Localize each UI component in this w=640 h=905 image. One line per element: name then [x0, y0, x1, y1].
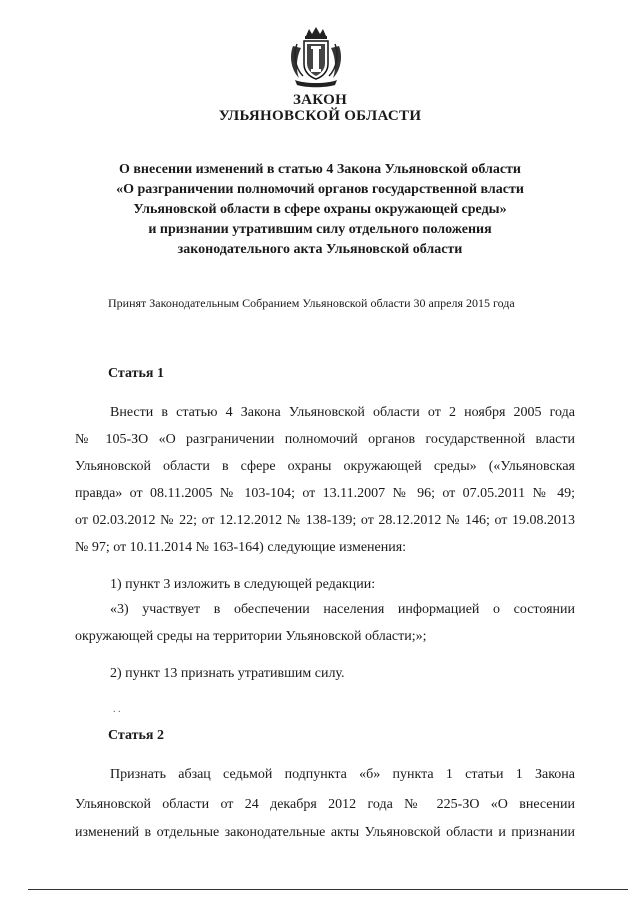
- article-1-text-line: 2) пункт 13 признать утратившим силу.: [110, 666, 345, 681]
- law-title: ЗАКОН: [292, 92, 348, 108]
- law-region-title: УЛЬЯНОВСКОЙ ОБЛАСТИ: [218, 108, 422, 124]
- article-1-text-line: 1) пункт 3 изложить в следующей редакции:: [110, 577, 376, 592]
- article-2-text-line: Признать абзац седьмой подпункта «б» пункта 1 статьи 1 Закона: [110, 767, 575, 782]
- article-2-text-line: изменений в отдельные законодательные акты Ульяновской области и признании: [75, 825, 575, 840]
- law-subtitle: [80, 160, 560, 260]
- article-2-heading: Статья 2: [108, 728, 164, 743]
- subtitle-line: и признании утратившим силу отдельного положения: [148, 222, 492, 237]
- scan-marks: . .: [113, 704, 121, 715]
- article-1-text-line: № 105-ЗО «О разграничении полномочий органов государственной власти: [75, 432, 575, 447]
- article-2-text-line: Ульяновской области от 24 декабря 2012 года № 225-ЗО «О внесении: [75, 797, 575, 812]
- ulyanovsk-coat-of-arms-icon: [287, 26, 345, 88]
- adoption-note: Принят Законодательным Собранием Ульяновской области 30 апреля 2015 года: [108, 296, 515, 310]
- subtitle-line: О внесении изменений в статью 4 Закона Ульяновской области: [118, 162, 521, 177]
- page-bottom-rule: [28, 889, 628, 890]
- article-1-text-line: № 97; от 10.11.2014 № 163-164) следующие изменения:: [75, 540, 407, 555]
- subtitle-line: законодательного акта Ульяновской области: [177, 242, 463, 257]
- article-1-text-line: правда» от 08.11.2005 № 103-104; от 13.11.2007 № 96; от 07.05.2011 № 49;: [75, 486, 575, 501]
- article-1-text-line: Ульяновской области в сфере охраны окружающей среды» («Ульяновская: [75, 459, 575, 474]
- subtitle-line: Ульяновской области в сфере охраны окружающей среды»: [133, 202, 507, 217]
- article-1-text-line: «3) участвует в обеспечении населения информацией о состоянии: [110, 602, 575, 617]
- article-1-heading: Статья 1: [108, 366, 164, 381]
- article-1-text-line: окружающей среды на территории Ульяновской области;»;: [75, 629, 427, 644]
- article-1-text-line: от 02.03.2012 № 22; от 12.12.2012 № 138-139; от 28.12.2012 № 146; от 19.08.2013: [75, 513, 575, 528]
- article-1-text-line: Внести в статью 4 Закона Ульяновской области от 2 ноября 2005 года: [110, 405, 575, 420]
- subtitle-line: «О разграничении полномочий органов государственной власти: [116, 182, 524, 197]
